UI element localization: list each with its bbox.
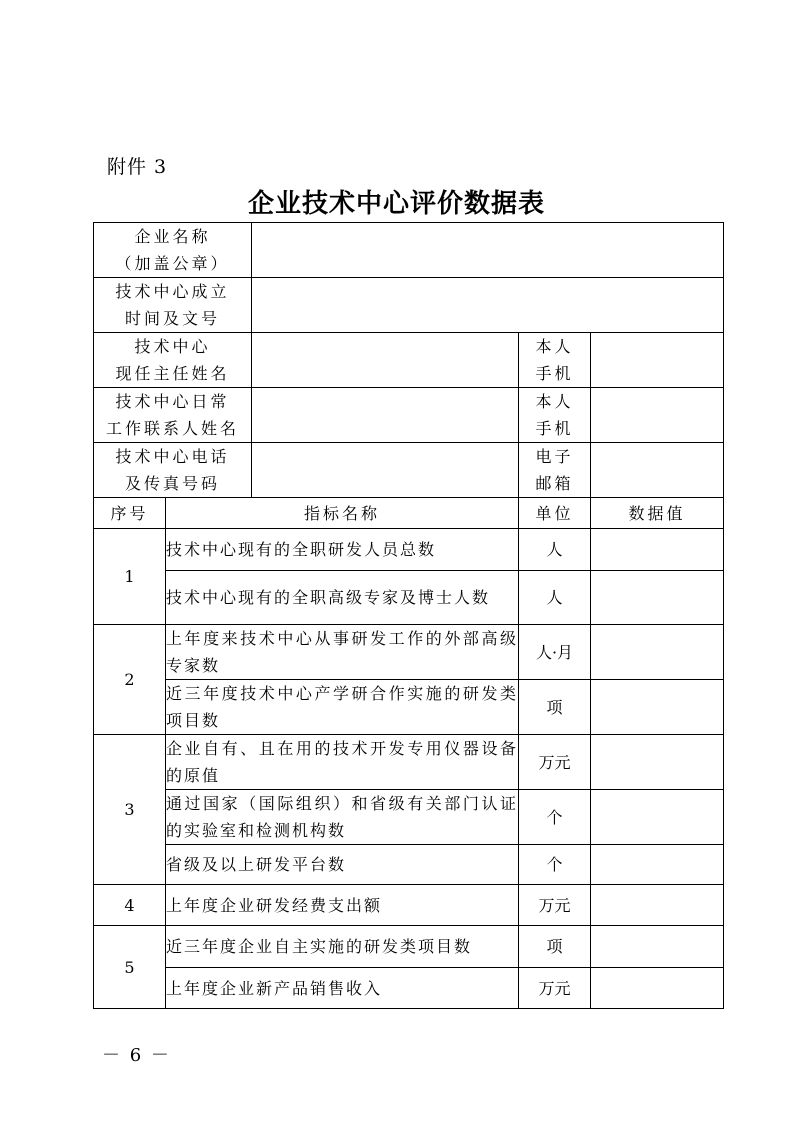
table-row: [94, 926, 724, 968]
company-name-value[interactable]: [252, 223, 724, 278]
tel-fax-value[interactable]: [252, 443, 519, 498]
indicator-value[interactable]: [591, 926, 724, 968]
table-row: [94, 885, 724, 926]
indicator-unit: 人: [519, 571, 591, 625]
indicator-name: 上年度企业研发经费支出额: [166, 885, 519, 926]
header-seq: 序号: [94, 498, 166, 529]
indicator-unit: 个: [519, 845, 591, 885]
attachment-label: 附件 3: [107, 156, 168, 178]
table-row: [94, 735, 724, 790]
indicator-name: 省级及以上研发平台数: [166, 845, 519, 885]
indicator-name: 技术中心现有的全职高级专家及博士人数: [166, 571, 519, 625]
indicator-value[interactable]: [591, 625, 724, 680]
indicator-name: 企业自有、且在用的技术开发专用仪器设备的原值: [166, 735, 519, 790]
indicator-name: 近三年度技术中心产学研合作实施的研发类项目数: [166, 680, 519, 735]
established-label: 技术中心成立 时间及文号: [94, 278, 252, 333]
indicator-unit: 人: [519, 529, 591, 571]
page-number: － 6 －: [102, 1045, 171, 1066]
tel-fax-row: [94, 443, 724, 498]
contact-value[interactable]: [252, 388, 519, 443]
group-seq: 4: [94, 885, 166, 926]
indicator-value[interactable]: [591, 680, 724, 735]
indicator-unit: 万元: [519, 735, 591, 790]
column-header-row: [94, 498, 724, 529]
director-value[interactable]: [252, 333, 519, 388]
group-seq: 5: [94, 926, 166, 1009]
page-title: 企业技术中心评价数据表: [247, 189, 545, 219]
director-phone-label: 本人 手机: [519, 333, 591, 388]
table-row: [94, 845, 724, 885]
table-row: [94, 968, 724, 1009]
established-row: [94, 278, 724, 333]
indicator-value[interactable]: [591, 529, 724, 571]
group-seq: 2: [94, 625, 166, 735]
table-row: [94, 790, 724, 845]
indicator-value[interactable]: [591, 571, 724, 625]
contact-phone-label: 本人 手机: [519, 388, 591, 443]
table-row: [94, 571, 724, 625]
indicator-name: 上年度来技术中心从事研发工作的外部高级专家数: [166, 625, 519, 680]
contact-phone-value[interactable]: [591, 388, 724, 443]
indicator-value[interactable]: [591, 735, 724, 790]
company-name-label: 企业名称 （加盖公章）: [94, 223, 252, 278]
evaluation-data-table: [93, 222, 724, 1009]
group-seq: 3: [94, 735, 166, 885]
header-value: 数据值: [591, 498, 724, 529]
indicator-name: 近三年度企业自主实施的研发类项目数: [166, 926, 519, 968]
established-value[interactable]: [252, 278, 724, 333]
company-name-row: [94, 223, 724, 278]
table-row: [94, 680, 724, 735]
indicator-name: 上年度企业新产品销售收入: [166, 968, 519, 1009]
director-row: [94, 333, 724, 388]
indicator-value[interactable]: [591, 885, 724, 926]
indicator-unit: 个: [519, 790, 591, 845]
header-unit: 单位: [519, 498, 591, 529]
director-label: 技术中心 现任主任姓名: [94, 333, 252, 388]
table-row: [94, 529, 724, 571]
contact-label: 技术中心日常 工作联系人姓名: [94, 388, 252, 443]
header-indicator: 指标名称: [166, 498, 519, 529]
director-phone-value[interactable]: [591, 333, 724, 388]
indicator-name: 通过国家（国际组织）和省级有关部门认证的实验室和检测机构数: [166, 790, 519, 845]
contact-row: [94, 388, 724, 443]
indicator-value[interactable]: [591, 968, 724, 1009]
table-row: [94, 625, 724, 680]
tel-fax-label: 技术中心电话 及传真号码: [94, 443, 252, 498]
email-value[interactable]: [591, 443, 724, 498]
indicator-name: 技术中心现有的全职研发人员总数: [166, 529, 519, 571]
indicator-value[interactable]: [591, 790, 724, 845]
email-label: 电子 邮箱: [519, 443, 591, 498]
group-seq: 1: [94, 529, 166, 625]
indicator-unit: 项: [519, 680, 591, 735]
indicator-unit: 人·月: [519, 625, 591, 680]
indicator-unit: 万元: [519, 885, 591, 926]
indicator-unit: 万元: [519, 968, 591, 1009]
indicator-unit: 项: [519, 926, 591, 968]
indicator-value[interactable]: [591, 845, 724, 885]
